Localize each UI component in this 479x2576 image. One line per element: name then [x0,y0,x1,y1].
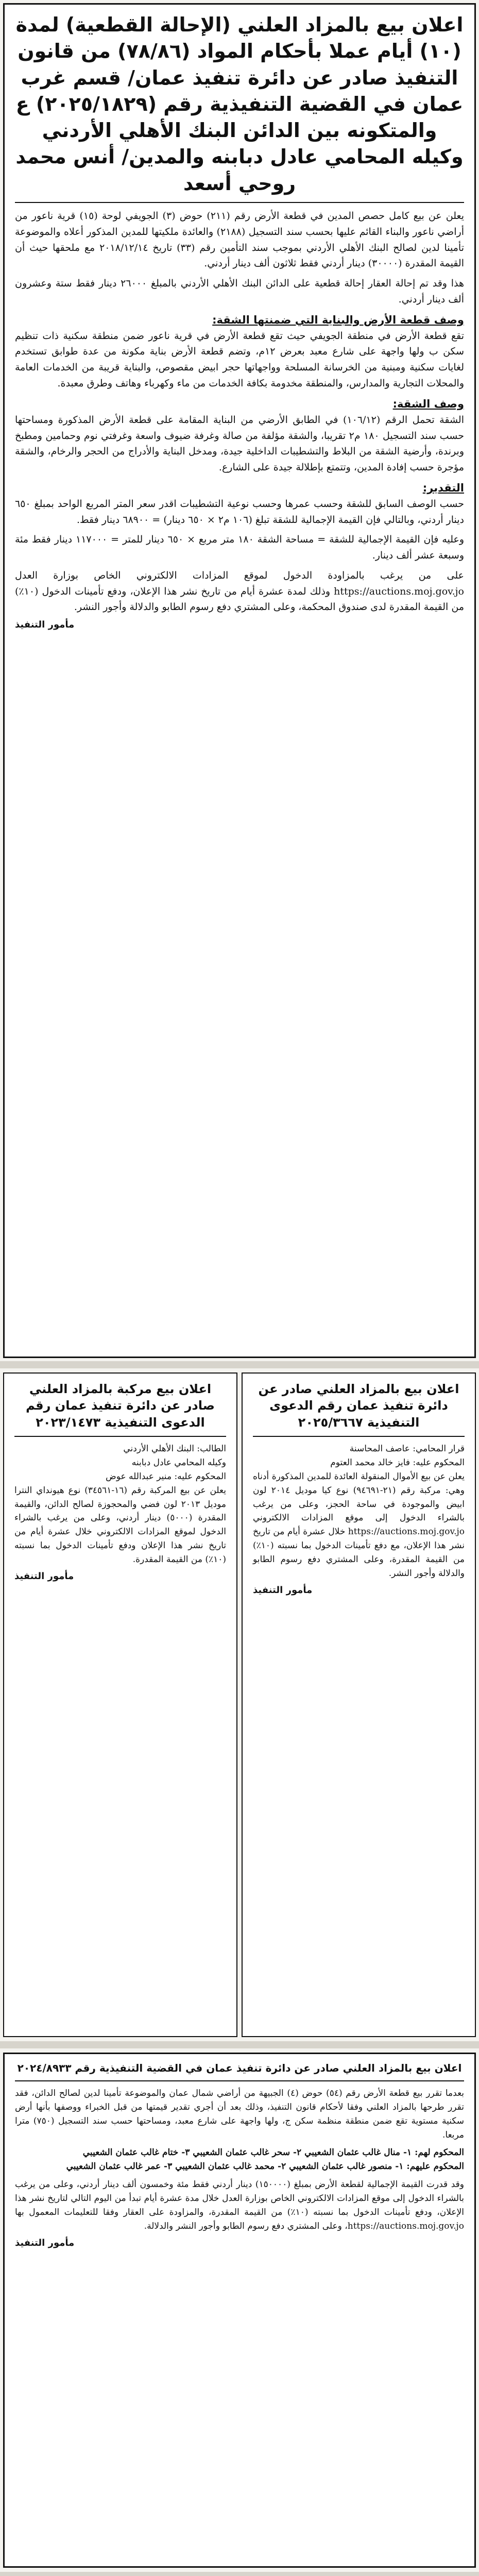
valuation-title: التقدير: [422,481,464,494]
apartment-description-title: وصف الشقة: [392,397,464,410]
notice-body: قرار المحامي: عاصف المحاسنة المحكوم عليه: فايز خالد محمد العتوم يعلن عن بيع الأموال المنقولة العائدة للمدين المذكورة أدناه وهي: مركبة رقم (٢١-٩٤٦٩١) نوع كيا موديل ٢٠١٤ لون ابيض والموجودة في ساحة الحجز، وعلى من يرغب بالشراء الدخول إلى موقع المزادات الالكتروني https://auctions.moj.gov.jo خلال عشرة أيام من تاريخ نشر هذا الإعلان، مع دفع تأمينات الدخول بما نسبته (١٠٪) من القيمة المقدرة، وعلى المشتري دفع رسوم الطابو والدلالة وأجور النشر. [253,1444,465,1579]
notice-intro-2: هذا وقد تم إحالة العقار إحالة قطعية على الدائن البنك الأهلي الأردني بالمبلغ ٢٦٠٠٠ دينار فقط ستة وعشرون ألف دينار أردني. [15,278,464,305]
apartment-description-body: الشقة تحمل الرقم (١٠٦/١٢) في الطابق الأرضي من البناية المقامة على قطعة الأرض المذكورة ومساحتها حسب سند التسجيل ١٨٠ م٢ تقريبا، والشقة مؤلفة من صالة وغرفة ضيوف واسعة وغرفتي نوم وحمامين ومطبخ وبرندة، وأرضية الشقة من البلاط والتشطيبات الداخلية جيدة، ومدخل البناية والأدراج من الحجر والرخام، والشقة مؤجرة حسب إفادة المدين، وتتمتع بإطلالة جيدة على الشارع. [15,414,464,473]
auction-notice-vehicle-1 [242,1372,476,2037]
section-gap [0,2572,479,2576]
notice-closing: على من يرغب بالمزاودة الدخول لموقع المزادات الالكتروني الخاص بوزارة العدل https://auctions.moj.gov.jo وذلك لمدة عشرة أيام من تاريخ نشر هذا الإعلان، ودفع تأمينات الدخول (١٠٪) من القيمة المقدرة لدى صندوق المحكمة، وعلى المشتري دفع رسوم الطابو والدلالة وأجور النشر. [15,569,464,613]
divider [253,1436,465,1437]
divider [15,202,464,203]
auction-notice-land [3,2053,476,2568]
notice-signature: مأمور التنفيذ [253,1584,313,1596]
notice-title: اعلان بيع بالمزاد العلني (الإحالة القطعية) لمدة (١٠) أيام عملا بأحكام المواد (٧٨/٨٦) من قانون التنفيذ صادر عن دائرة تنفيذ عمان/ قسم غرب عمان في القضية التنفيذية رقم (٢٠٢٥/١٨٢٩) ع والمتكونه بين الدائن البنك الأهلي الأردني وكيله المحامي عادل دبابنه والمدين/ أنس محمد روحي أسعد [15,13,464,195]
notice-body: بعدما تقرر بيع قطعة الأرض رقم (٥٤) حوض (٤) الجبيهة من أراضي شمال عمان والموضوعة تأمينا لدين لصالح الدائن، فقد تقرر طرحها بالمزاد العلني وفقا لأحكام قانون التنفيذ، وذلك بعد أن أجري تقدير قيمتها من قبل الخبراء ووصفها بأنها أرض سكنية مستوية تقع ضمن منطقة منظمة سكن ج، ولها واجهة على شارع معبد، ومساحتها حسب سند التسجيل (٧٥٠) مترا مربعا. [15,2088,465,2140]
notice-title: اعلان بيع بالمزاد العلني صادر عن دائرة تنفيذ عمان رقم الدعوى التنفيذية ٢٠٢٥/٣٦٦٧ [258,1382,459,1430]
section-gap [0,1361,479,1368]
auction-notice-main [3,3,476,1358]
notice-title: اعلان بيع بالمزاد العلني صادر عن دائرة تنفيذ عمان في القضية التنفيذية رقم ٢٠٢٤/٨٩٣٣ [17,2062,462,2074]
notice-body-2: وقد قدرت القيمة الإجمالية لقطعة الأرض بمبلغ (١٥٠٠٠٠) دينار أردني فقط مئة وخمسون ألف دينار أردني، وعلى من يرغب بالشراء الدخول إلى موقع المزادات الالكتروني الخاص بوزارة العدل خلال مدة عشرة أيام تبدأ من اليوم التالي لتاريخ نشر هذا الإعلان، ودفع تأمينات الدخول بما نسبته (١٠٪) من القيمة المقدرة، والمزاودة على العقار وفقا للتعليمات المعمول بها https://auctions.moj.gov.jo، وعلى المشتري دفع رسوم الطابو وأجور النشر والدلالة. [15,2179,464,2231]
land-description-body: تقع قطعة الأرض في منطقة الجويفي حيث تقع قطعة الأرض في قرية ناعور ضمن منطقة سكنية ذات تنظيم سكن ب ولها واجهة على شارع معبد بعرض ١٢م، وتضم قطعة الأرض بناية مكونة من عدة طوابق تستخدم لغايات سكنية ومبنية من الخرسانة المسلحة وواجهاتها حجر ابيض مقصوص، والبناية قريبة من الخدمات العامة والمحلات التجارية والمدارس، والمنطقة مخدومة بكافة الخدمات من ماء وكهرباء وهاتف وطرق معبدة. [15,330,464,389]
notice-intro: يعلن عن بيع كامل حصص المدين في قطعة الأرض رقم (٢١١) حوض (٣) الجويفي لوحة (١٥) قرية ناعور من أراضي ناعور والبناء القائم عليها بحسب سند التسجيل (٢١٨٨) والعائدة ملكيتها للمدين المذكور أعلاه والموضوعة تأمينا لدين لصالح البنك الأهلي الأردني بموجب سند التأمين رقم (٣٣) تاريخ ٢٠١٨/١٢/١٤ مع ملحقها حيث أن القيمة المقدرة (٣٠٠٠٠) دينار أردني فقط ثلاثون ألف دينار أردني. [15,210,464,269]
notice-signature: مأمور التنفيذ [15,2237,75,2248]
valuation-body: حسب الوصف السابق للشقة وحسب عمرها وحسب نوعية التشطيبات اقدر سعر المتر المربع الواحد بمبلغ ٦٥٠ دينار أردني، وبالتالي فإن القيمة الإجمالية للشقة تبلغ (١٠٦ م٢ × ٦٥٠ دينار) = ٦٨٩٠٠ دينار فقط. [15,498,464,526]
land-description-title: وصف قطعة الأرض والبناية التي ضمنتها الشقة: [212,313,464,326]
notice-signature: مأمور التنفيذ [14,1570,74,1582]
auction-notice-vehicle-2 [3,1372,237,2037]
notice-title: اعلان بيع مركبة بالمزاد العلني صادر عن دائرة تنفيذ عمان رقم الدعوى التنفيذية ٢٠٢٣/١٤٧٣ [26,1382,215,1430]
valuation-total: وعليه فإن القيمة الإجمالية للشقة = مساحة الشقة ١٨٠ متر مربع × ٦٥٠ دينار للمتر = ١١٧٠٠٠ دينار فقط مئة وسبعة عشر ألف دينار. [15,534,464,562]
divider [15,2080,464,2081]
section-gap [0,2041,479,2048]
divider [14,1436,226,1437]
notice-parties: المحكوم لهم: ١- منال غالب عثمان الشعيبي ٢- سحر غالب عثمان الشعيبي ٣- ختام غالب عثمان الشعيبي المحكوم عليهم: ١- منصور غالب عثمان الشعيبي ٢- محمد غالب عثمان الشعيبي ٣- عمر غالب عثمان الشعيبي [66,2147,464,2172]
notice-signature: مأمور التنفيذ [15,619,75,631]
notice-body: الطالب: البنك الأهلي الأردني وكيله المحامي عادل دبابنه المحكوم عليه: منير عبدالله عوض يعلن عن بيع المركبة رقم (١٦-٣٤٥٦١) نوع هيونداي النترا موديل ٢٠١٣ لون فضي والمحجوزة لصالح الدائن، والقيمة المقدرة (٥٠٠٠) دينار أردني، وعلى من يرغب بالشراء الدخول لموقع المزادات الالكتروني خلال عشرة أيام من تاريخ نشر هذا الإعلان ودفع تأمينات الدخول بما نسبته (١٠٪) من القيمة المقدرة. [14,1444,227,1565]
